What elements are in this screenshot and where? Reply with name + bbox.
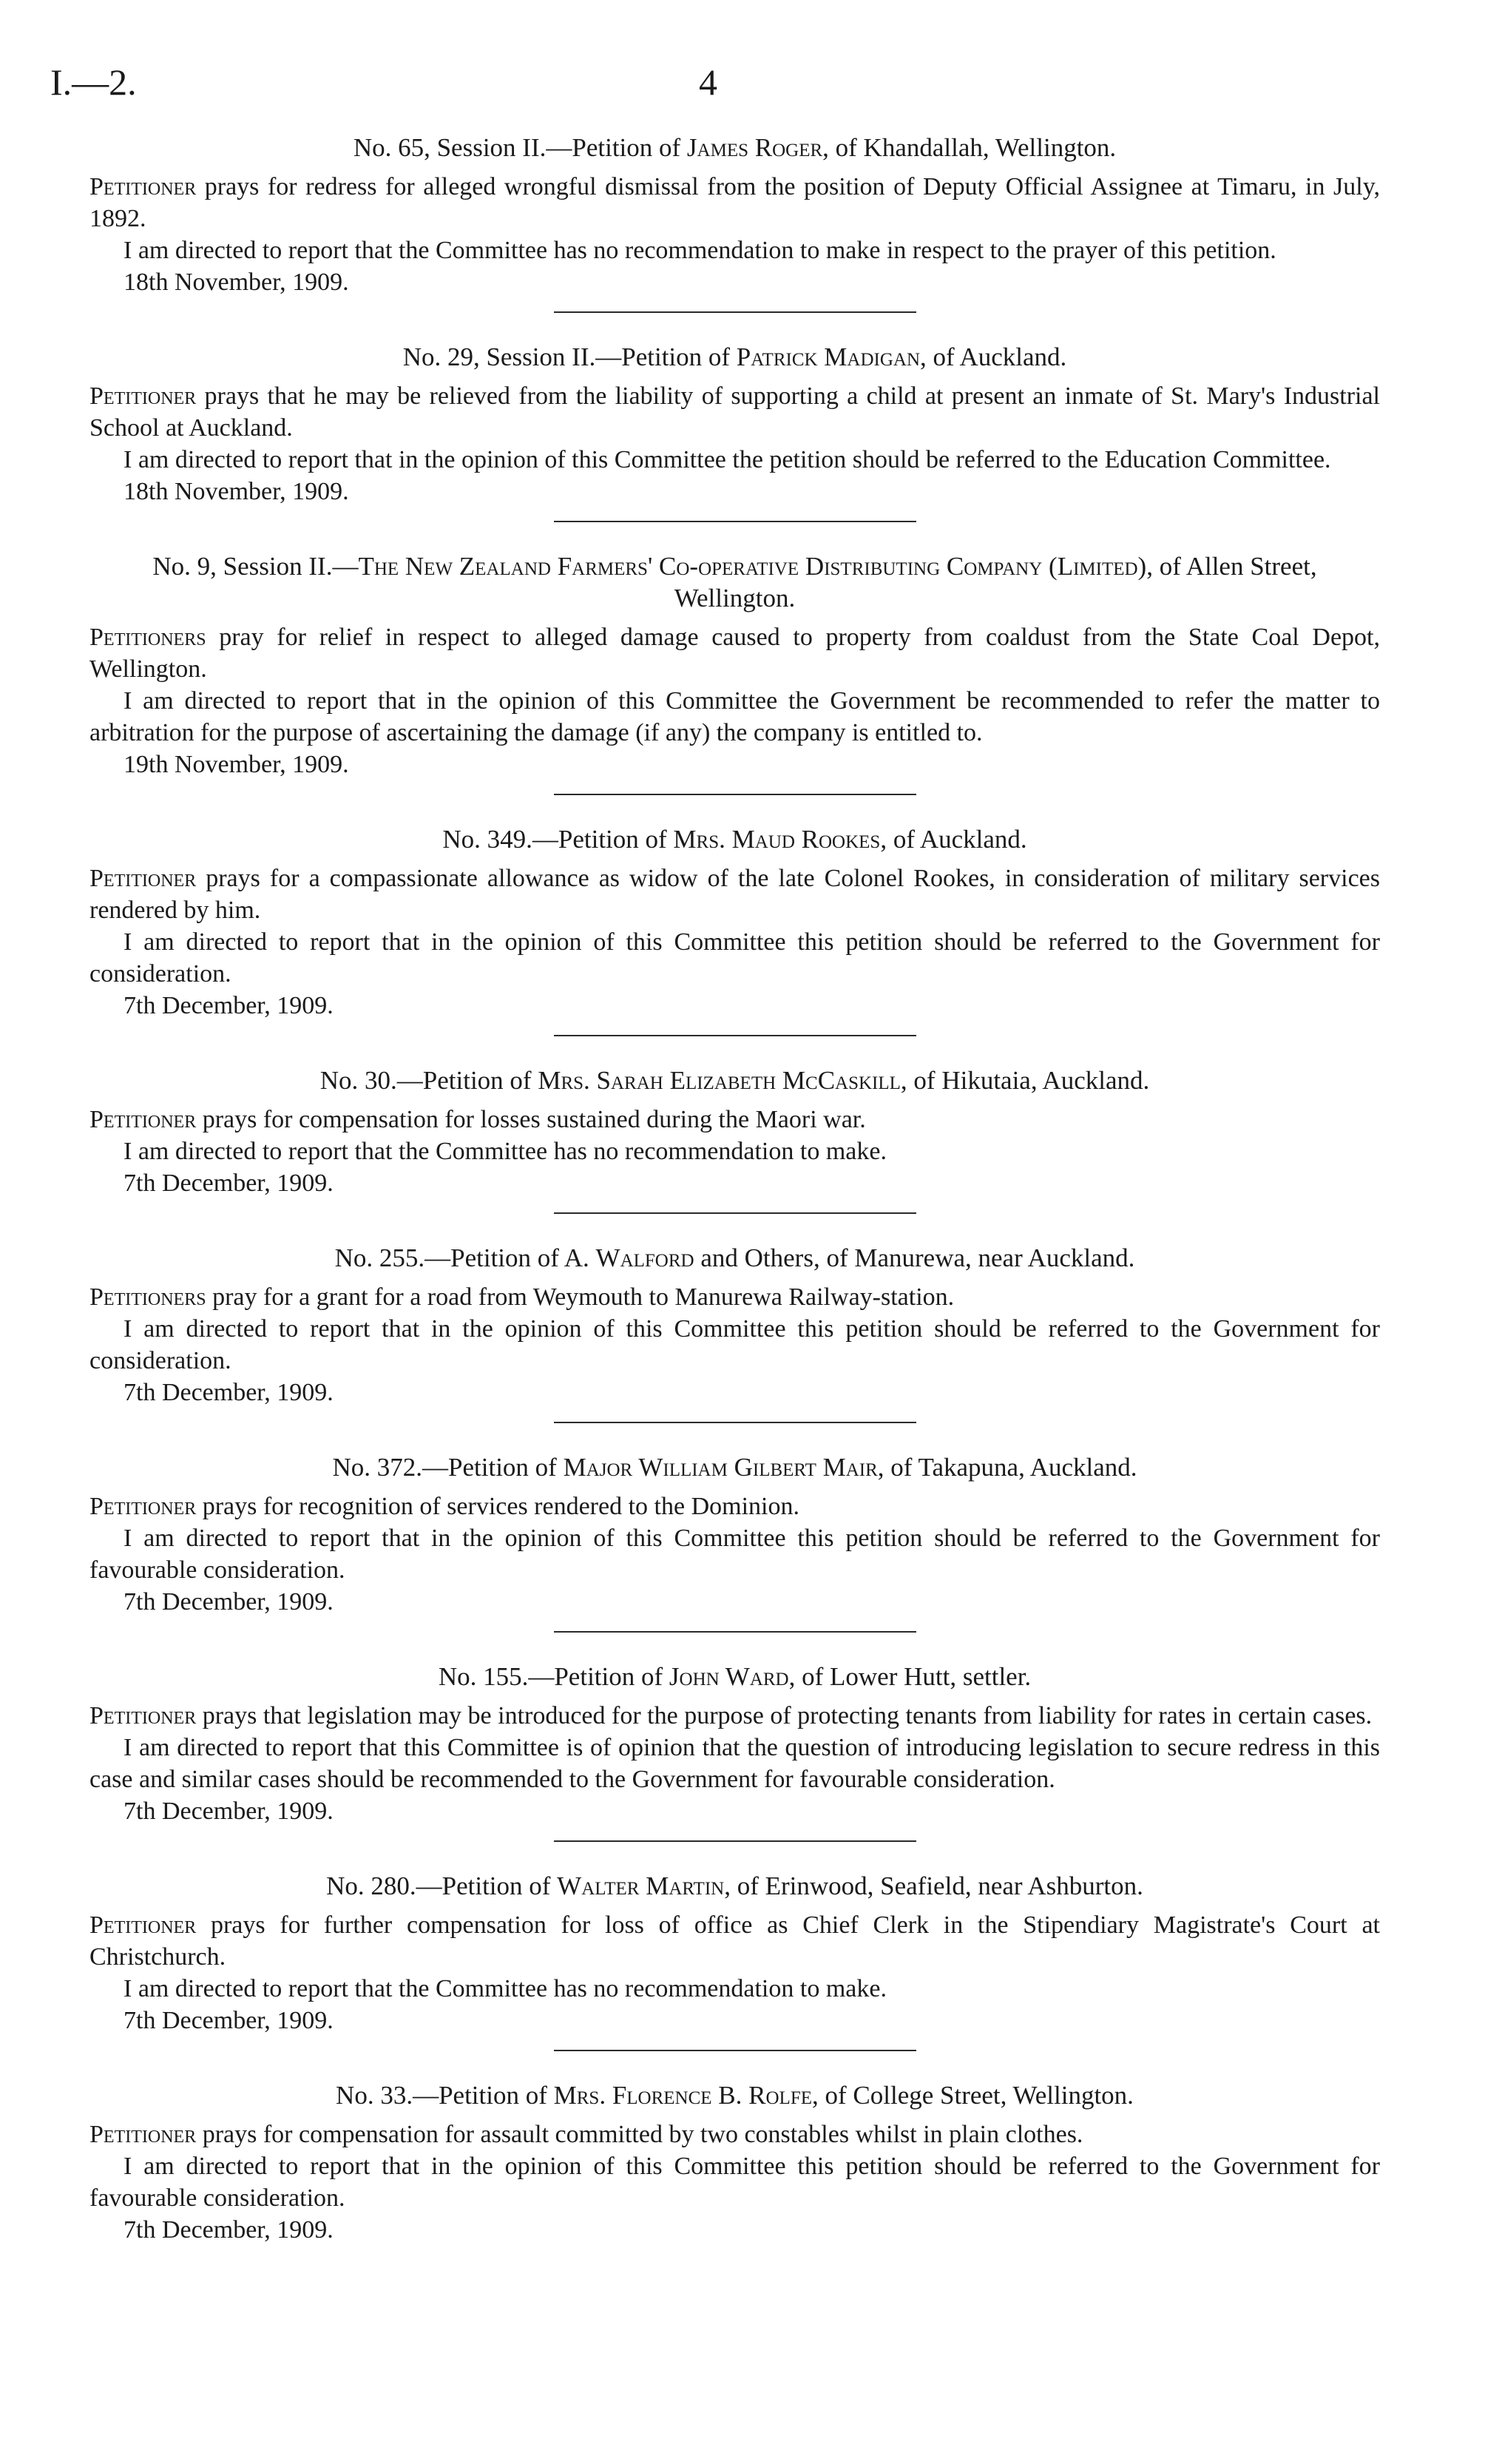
- small-caps-name: Petitioner: [89, 1911, 197, 1939]
- petition-entry: [89, 1870, 1380, 2051]
- petition-entry: [89, 341, 1380, 522]
- small-caps-name: Petitioner: [89, 1106, 197, 1133]
- small-caps-name: Petitioner: [89, 382, 197, 410]
- petition-prayer: Petitioner prays for further compensation for loss of office as Chief Clerk in the Stipendiary Magistrate's Court at Christchurch.: [89, 1911, 1380, 1971]
- section-divider: [554, 311, 916, 313]
- report-date: 7th December, 1909.: [124, 992, 334, 1019]
- small-caps-name: Patrick Madigan: [736, 342, 921, 371]
- committee-report: I am directed to report that the Committee has no recommendation to make.: [124, 1138, 887, 1165]
- report-date: 18th November, 1909.: [124, 269, 349, 296]
- petition-entry: [89, 550, 1380, 795]
- small-caps-name: Mrs. Maud Rookes: [673, 825, 881, 854]
- section-divider: [554, 1212, 916, 1214]
- petition-heading: No. 255.—Petition of A. Walford and Others, of Manurewa, near Auckland.: [334, 1243, 1135, 1272]
- petition-list: [89, 132, 1380, 2274]
- petition-heading: No. 372.—Petition of Major William Gilbert Mair, of Takapuna, Auckland.: [332, 1453, 1137, 1482]
- small-caps-name: Petitioner: [89, 173, 197, 200]
- committee-report: I am directed to report that in the opinion of this Committee this petition should be referred to the Government for consideration.: [89, 1315, 1380, 1374]
- petition-heading: No. 349.—Petition of Mrs. Maud Rookes, of Auckland.: [442, 825, 1027, 854]
- small-caps-name: Mrs. Sarah Elizabeth McCaskill: [538, 1066, 901, 1095]
- report-date: 7th December, 1909.: [124, 2216, 334, 2244]
- committee-report: I am directed to report that the Committee has no recommendation to make in respect to the prayer of this petition.: [124, 237, 1276, 264]
- section-divider: [554, 1631, 916, 1633]
- small-caps-name: Mrs. Florence B. Rolfe: [553, 2081, 812, 2110]
- petition-prayer: Petitioner prays for compensation for assault committed by two constables whilst in plain clothes.: [89, 2121, 1083, 2148]
- petition-entry: [89, 1451, 1380, 1633]
- small-caps-name: James Roger: [686, 133, 823, 162]
- petition-heading: No. 65, Session II.—Petition of James Roger, of Khandallah, Wellington.: [353, 133, 1117, 162]
- section-divider: [554, 1035, 916, 1036]
- petition-entry: [89, 2079, 1380, 2246]
- committee-report: I am directed to report that in the opinion of this Committee the Government be recommended to refer the matter to arbitration for the purpose of ascertaining the damage (if any) the company is entitled to.: [89, 687, 1380, 746]
- report-date: 7th December, 1909.: [124, 1169, 334, 1197]
- report-date: 7th December, 1909.: [124, 1379, 334, 1406]
- small-caps-name: Walford: [595, 1243, 694, 1272]
- petition-prayer: Petitioner prays for a compassionate allowance as widow of the late Colonel Rookes, in consideration of military services rendered by him.: [89, 865, 1380, 924]
- report-date: 7th December, 1909.: [124, 1798, 334, 1825]
- report-date: 7th December, 1909.: [124, 2007, 334, 2034]
- small-caps-name: Petitioner: [89, 1702, 197, 1729]
- small-caps-name: Petitioner: [89, 2121, 197, 2148]
- committee-report: I am directed to report that in the opinion of this Committee this petition should be referred to the Government for favourable consideration.: [89, 1525, 1380, 1584]
- small-caps-name: The New Zealand Farmers' Co-operative Distributing Company (Limited): [358, 552, 1147, 581]
- section-divider: [554, 521, 916, 522]
- small-caps-name: Walter Martin: [557, 1871, 725, 1900]
- section-divider: [554, 2050, 916, 2051]
- petition-prayer: Petitioners pray for a grant for a road from Weymouth to Manurewa Railway-station.: [89, 1283, 955, 1311]
- petition-prayer: Petitioner prays that legislation may be introduced for the purpose of protecting tenants from liability for rates in certain cases.: [89, 1702, 1373, 1729]
- petition-heading: No. 30.—Petition of Mrs. Sarah Elizabeth McCaskill, of Hikutaia, Auckland.: [319, 1066, 1150, 1095]
- petition-heading: No. 33.—Petition of Mrs. Florence B. Rolfe, of College Street, Wellington.: [336, 2081, 1134, 2110]
- petition-prayer: Petitioner prays for compensation for losses sustained during the Maori war.: [89, 1106, 866, 1133]
- petition-prayer: Petitioners pray for relief in respect to alleged damage caused to property from coaldust from the State Coal Depot, Wellington.: [89, 624, 1380, 683]
- small-caps-name: Petitioner: [89, 1493, 197, 1520]
- committee-report: I am directed to report that in the opinion of this Committee the petition should be referred to the Education Committee.: [124, 446, 1331, 473]
- report-date: 7th December, 1909.: [124, 1588, 334, 1616]
- section-divider: [554, 1422, 916, 1423]
- petition-heading: No. 280.—Petition of Walter Martin, of Erinwood, Seafield, near Ashburton.: [326, 1871, 1143, 1900]
- petition-prayer: Petitioner prays for recognition of services rendered to the Dominion.: [89, 1493, 799, 1520]
- petition-entry: [89, 1661, 1380, 1842]
- petition-entry: [89, 823, 1380, 1036]
- section-divider: [554, 1840, 916, 1842]
- small-caps-name: Major William Gilbert Mair: [563, 1453, 878, 1482]
- small-caps-name: Petitioners: [89, 624, 206, 651]
- petition-heading: No. 9, Session II.—The New Zealand Farmers' Co-operative Distributing Company (Limited), of Allen Street, Wellington.: [152, 552, 1317, 612]
- petition-heading: No. 155.—Petition of John Ward, of Lower Hutt, settler.: [438, 1662, 1032, 1691]
- committee-report: I am directed to report that in the opinion of this Committee this petition should be referred to the Government for favourable consideration.: [89, 2153, 1380, 2212]
- small-caps-name: John Ward: [669, 1662, 789, 1691]
- committee-report: I am directed to report that this Committee is of opinion that the question of introducing legislation to secure redress in this case and similar cases should be recommended to the Government for favourable consideration.: [89, 1734, 1380, 1793]
- committee-report: I am directed to report that in the opinion of this Committee this petition should be referred to the Government for consideration.: [89, 928, 1380, 988]
- petition-entry: [89, 1064, 1380, 1214]
- page-reference: I.—2.: [50, 61, 137, 103]
- report-date: 19th November, 1909.: [124, 751, 349, 778]
- petition-entry: [89, 1242, 1380, 1423]
- section-divider: [554, 794, 916, 795]
- small-caps-name: Petitioners: [89, 1283, 206, 1311]
- petition-prayer: Petitioner prays for redress for alleged wrongful dismissal from the position of Deputy Official Assignee at Timaru, in July, 1892.: [89, 173, 1380, 232]
- small-caps-name: Petitioner: [89, 865, 197, 892]
- petition-entry: [89, 132, 1380, 313]
- page-number: 4: [699, 61, 717, 103]
- petition-prayer: Petitioner prays that he may be relieved from the liability of supporting a child at present an inmate of St. Mary's Industrial School at Auckland.: [89, 382, 1380, 442]
- report-date: 18th November, 1909.: [124, 478, 349, 505]
- committee-report: I am directed to report that the Committee has no recommendation to make.: [124, 1975, 887, 2002]
- petition-heading: No. 29, Session II.—Petition of Patrick Madigan, of Auckland.: [402, 342, 1067, 371]
